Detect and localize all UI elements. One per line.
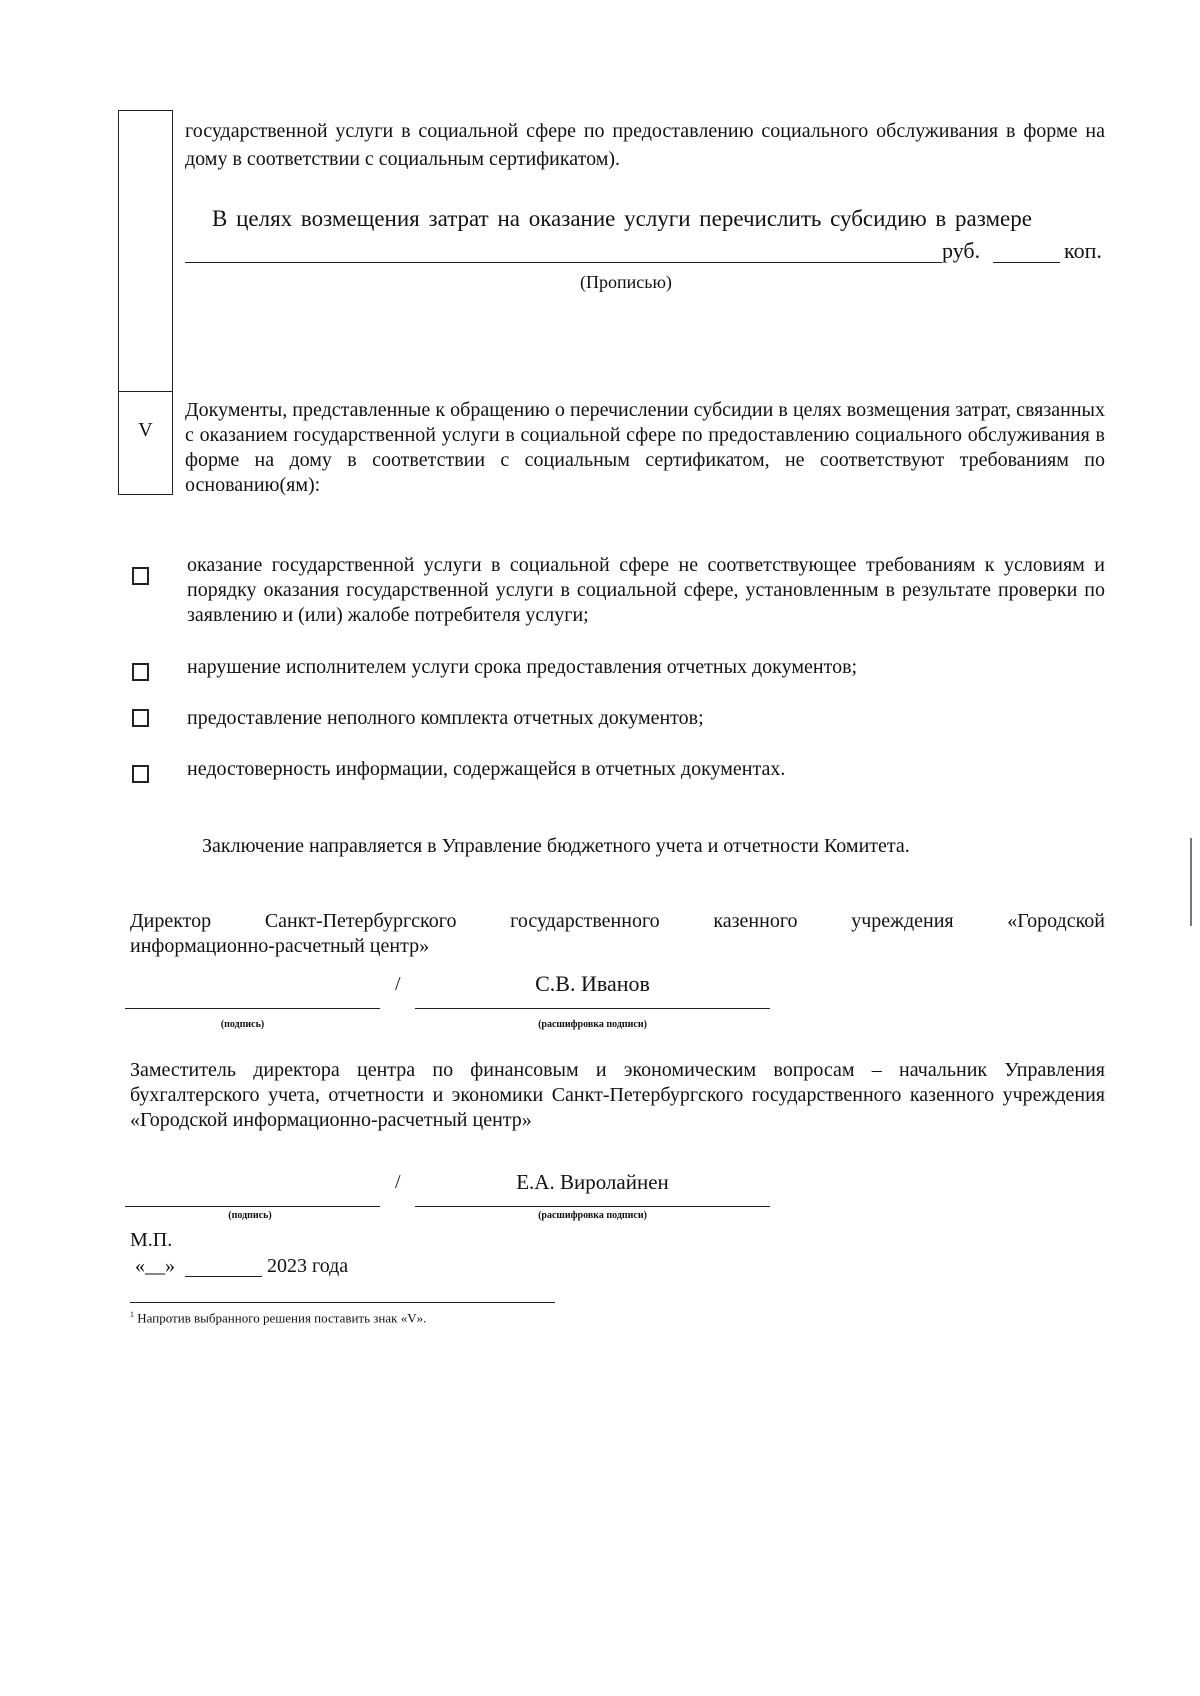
director-title-line2: информационно-расчетный центр» <box>130 935 430 957</box>
ground-text-1: оказание государственной услуги в социальной сфере не соответствующее требованиям к условиям и порядку оказания государственной услуги в социальной сфере, установленным в результате проверки по заявлению и (или) жалобе потребителя услуги; <box>187 554 1105 626</box>
continuation-text: государственной услуги в социальной сфере по предоставлению социального обслуживания в форме на дому в соответствии с социальным сертификатом). <box>185 120 1105 170</box>
director-title-word: «Городской <box>1007 910 1105 932</box>
conclusion-text: Заключение направляется в Управление бюджетного учета и отчетности Комитета. <box>202 835 910 857</box>
director-title-word: Директор <box>130 910 212 932</box>
rub-label: руб. <box>942 238 981 263</box>
director-name: С.В. Иванов <box>535 971 650 996</box>
words-caption: (Прописью) <box>580 272 672 292</box>
director-decoding-caption: (расшифровка подписи) <box>538 1019 647 1030</box>
subsidy-text: В целях возмещения затрат на оказание услуги перечислить субсидию в размере <box>212 206 1032 231</box>
date-year: 2023 года <box>267 1255 349 1277</box>
kop-amount-line <box>993 262 1060 263</box>
date-day: «__» <box>135 1255 175 1277</box>
seal-label: М.П. <box>130 1229 173 1251</box>
footnote-separator <box>130 1302 555 1303</box>
decision-mark: V <box>138 419 153 441</box>
ground-checkbox-4[interactable] <box>132 765 149 783</box>
footnote-mark: 1 <box>130 1310 134 1319</box>
deputy-decoding-line <box>415 1206 770 1207</box>
director-title-word: учреждения <box>851 910 954 932</box>
rejection-text: Документы, представленные к обращению о перечислении субсидии в целях возмещения затрат, связанных с оказанием государственной услуги в социальной сфере по предоставлению социального обслуживания в форме на дому в соответствии с социальным сертификатом, не соответствуют требованиям по основанию(ям): <box>185 399 1105 496</box>
decision-cell-lower <box>118 391 173 495</box>
ground-text-3: предоставление неполного комплекта отчетных документов; <box>187 707 704 729</box>
director-signature-line[interactable] <box>125 1008 380 1009</box>
footnote <box>130 1307 426 1326</box>
deputy-signature-caption: (подпись) <box>228 1210 272 1221</box>
director-title-word: казенного <box>713 910 798 932</box>
subsidy-amount-line <box>185 262 942 263</box>
director-slash: / <box>395 973 401 995</box>
deputy-decoding-caption: (расшифровка подписи) <box>538 1210 647 1221</box>
deputy-signature-line[interactable] <box>125 1206 380 1207</box>
decision-cell-upper <box>118 110 173 393</box>
deputy-name: Е.А. Виролайнен <box>516 1170 669 1194</box>
ground-checkbox-2[interactable] <box>132 663 149 681</box>
ground-text-4: недостоверность информации, содержащейся в отчетных документах. <box>187 758 786 780</box>
scan-edge-mark <box>1190 838 1192 926</box>
director-signature-caption: (подпись) <box>220 1019 265 1030</box>
kop-label: коп. <box>1064 238 1102 263</box>
ground-text-2: нарушение исполнителем услуги срока предоставления отчетных документов; <box>187 656 858 678</box>
ground-checkbox-3[interactable] <box>132 709 149 727</box>
director-title-word: государственного <box>510 910 660 932</box>
director-title-word: Санкт-Петербургского <box>264 910 457 932</box>
date-month-line[interactable] <box>185 1276 262 1277</box>
ground-checkbox-1[interactable] <box>132 567 149 585</box>
director-decoding-line <box>415 1008 770 1009</box>
footnote-text: Напротив выбранного решения поставить знак «V». <box>137 1310 427 1326</box>
deputy-slash: / <box>395 1171 401 1193</box>
director-title-line1 <box>130 909 1105 934</box>
deputy-title: Заместитель директора центра по финансовым и экономическим вопросам – начальник Управления бухгалтерского учета, отчетности и экономики Санкт-Петербургского государственного казенного учреждения «Городской информационно-расчетный центр» <box>130 1059 1105 1131</box>
